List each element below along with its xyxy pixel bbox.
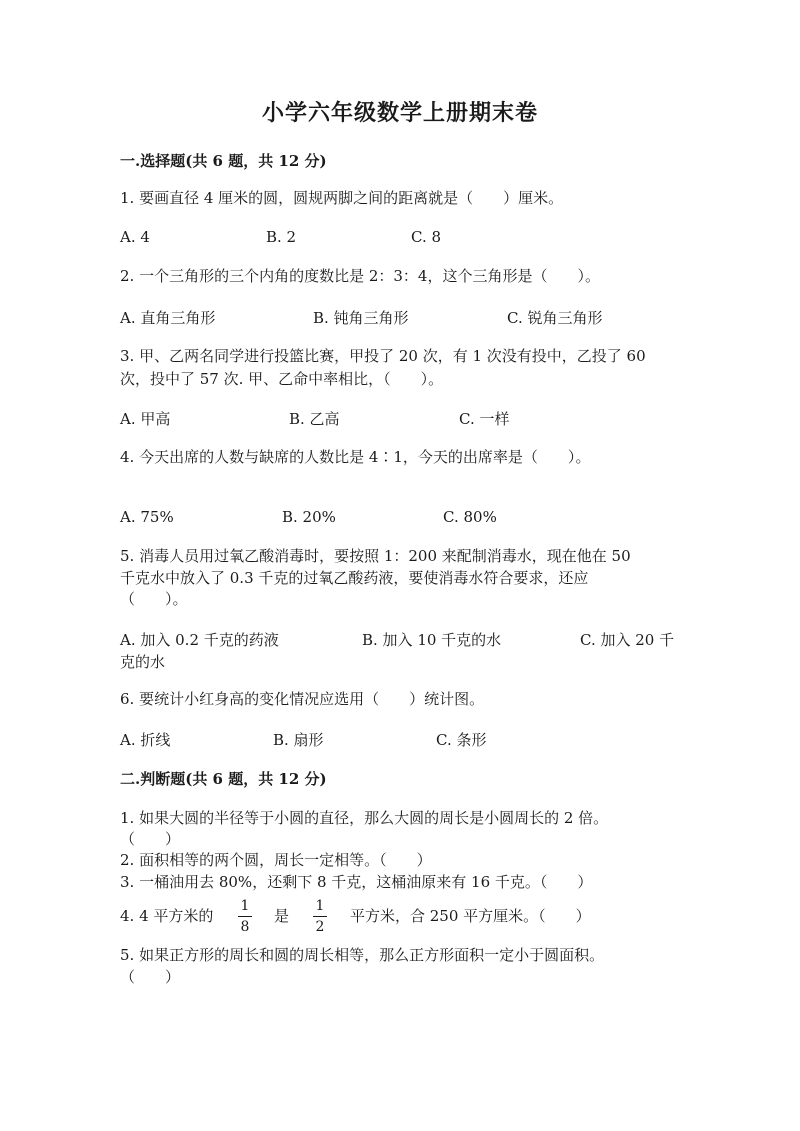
question-4-option-a: A. 75% [120, 508, 174, 526]
fraction-denominator: 8 [240, 919, 250, 935]
question-5-option-c-wrap: 克的水 [120, 653, 166, 671]
question-5-text-line-3: （ ）。 [120, 590, 188, 608]
question-3-text-line-2: 次，投中了 57 次. 甲、乙命中率相比，（ ）。 [120, 370, 444, 388]
question-1-text: 1. 要画直径 4 厘米的圆，圆规两脚之间的距离就是（ ）厘米。 [120, 189, 564, 207]
judgement-1-text: 1. 如果大圆的半径等于小圆的直径，那么大圆的周长是小圆周长的 2 倍。 [120, 809, 609, 827]
fraction-one-half [313, 898, 327, 935]
question-4-text: 4. 今天出席的人数与缺席的人数比是 4∶1，今天的出席率是（ ）。 [120, 448, 591, 466]
question-5-text-line-1: 5. 消毒人员用过氧乙酸消毒时，要按照 1：200 来配制消毒水，现在他在 50 [120, 547, 631, 565]
question-1-option-b: B. 2 [266, 228, 297, 246]
fraction-numerator: 1 [240, 898, 250, 914]
question-3-option-b: B. 乙高 [289, 410, 340, 428]
judgement-2-text: 2. 面积相等的两个圆，周长一定相等。（ ） [120, 851, 432, 869]
section-heading-choice: 一.选择题(共 6 题，共 12 分) [120, 152, 327, 170]
judgement-3-text: 3. 一桶油用去 80%，还剩下 8 千克，这桶油原来有 16 千克。（ ） [120, 873, 593, 891]
page-title: 小学六年级数学上册期末卷 [261, 100, 538, 126]
question-4-option-b: B. 20% [282, 508, 336, 526]
question-6-option-a: A. 折线 [120, 731, 171, 749]
question-4-option-c: C. 80% [443, 508, 497, 526]
judgement-4-mid: 是 [274, 907, 290, 925]
question-2-option-a: A. 直角三角形 [120, 309, 216, 327]
question-1-option-c: C. 8 [411, 228, 442, 246]
question-5-text-line-2: 千克水中放入了 0.3 千克的过氧乙酸药液，要使消毒水符合要求，还应 [120, 569, 589, 587]
question-3-option-a: A. 甲高 [120, 410, 171, 428]
question-3-option-c: C. 一样 [459, 410, 510, 428]
section-heading-judgement: 二.判断题(共 6 题，共 12 分) [120, 770, 327, 788]
fraction-bar [238, 916, 252, 917]
judgement-5-blank: （ ） [120, 968, 181, 986]
judgement-5-text: 5. 如果正方形的周长和圆的周长相等，那么正方形面积一定小于圆面积。 [120, 946, 605, 964]
question-2-option-b: B. 钝角三角形 [313, 309, 409, 327]
question-2-text: 2. 一个三角形的三个内角的度数比是 2：3：4，这个三角形是（ ）。 [120, 267, 600, 285]
fraction-denominator: 2 [315, 919, 325, 935]
fraction-one-eighth [238, 898, 252, 935]
fraction-numerator: 1 [315, 898, 325, 914]
question-5-option-a: A. 加入 0.2 千克的药液 [120, 631, 279, 649]
judgement-4-prefix: 4. 4 平方米的 [120, 907, 214, 925]
question-5-option-b: B. 加入 10 千克的水 [362, 631, 502, 649]
question-6-text: 6. 要统计小红身高的变化情况应选用（ ）统计图。 [120, 690, 485, 708]
question-1-option-a: A. 4 [120, 228, 150, 246]
question-5-option-c: C. 加入 20 千 [580, 631, 675, 649]
judgement-4-suffix: 平方米，合 250 平方厘米。（ ） [350, 907, 591, 925]
judgement-1-blank: （ ） [120, 830, 181, 848]
question-6-option-c: C. 条形 [436, 731, 487, 749]
question-6-option-b: B. 扇形 [273, 731, 324, 749]
fraction-bar [313, 916, 327, 917]
question-2-option-c: C. 锐角三角形 [507, 309, 603, 327]
question-3-text-line-1: 3. 甲、乙两名同学进行投篮比赛，甲投了 20 次，有 1 次没有投中，乙投了 60 [120, 347, 646, 365]
